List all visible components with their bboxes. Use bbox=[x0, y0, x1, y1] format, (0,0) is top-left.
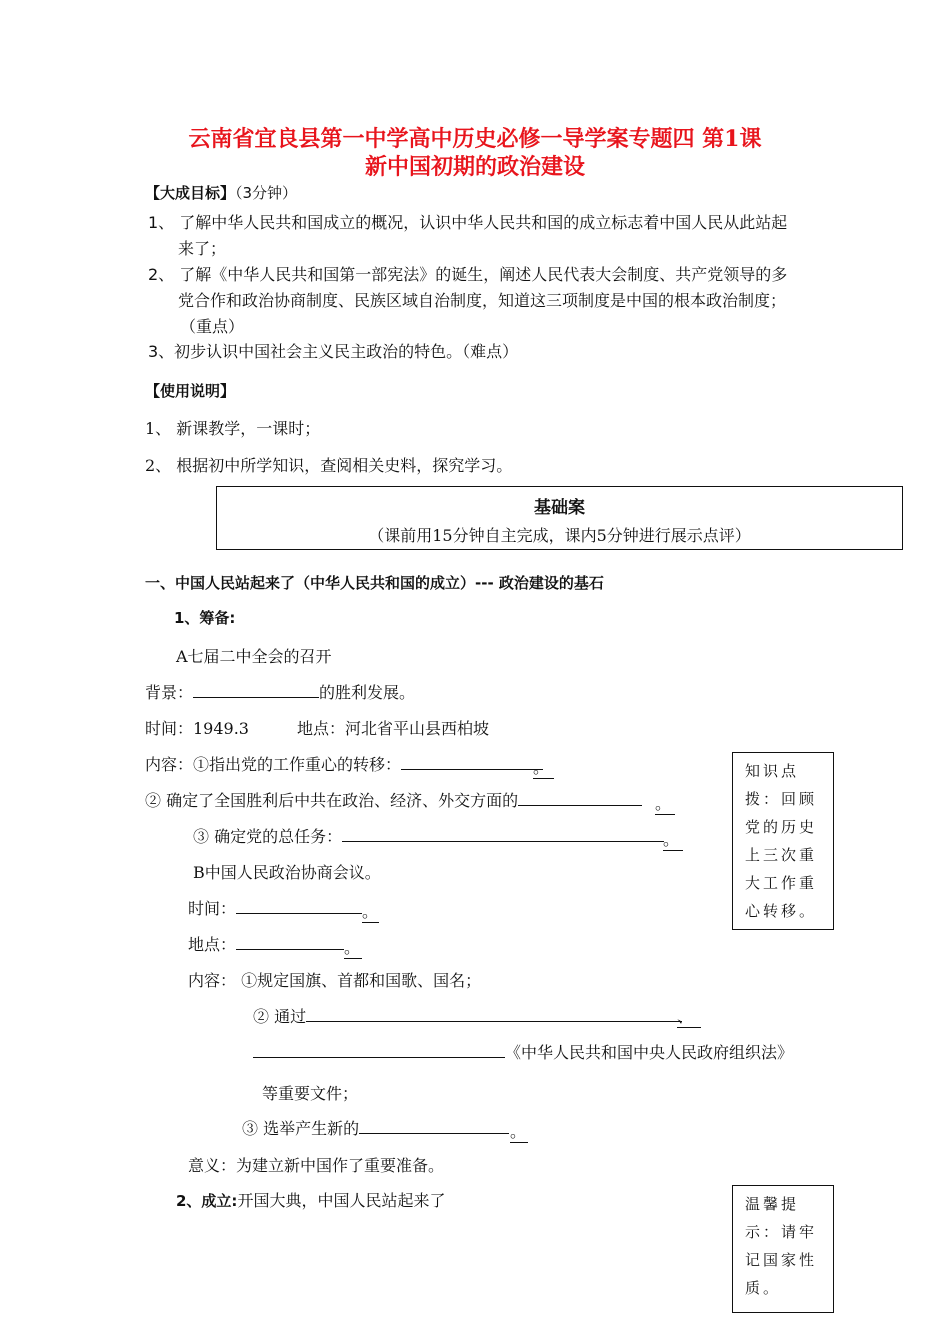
content1-period: 。 bbox=[533, 755, 554, 779]
b-elect-period: 。 bbox=[510, 1119, 528, 1143]
b-docs: 等重要文件； bbox=[262, 1084, 359, 1103]
content2-line bbox=[145, 788, 642, 811]
usage-item-2: 2、 根据初中所学知识，查阅相关史料，探究学习。 bbox=[145, 456, 513, 475]
content2-label: ② 确定了全国胜利后中共在政治、经济、外交方面的 bbox=[145, 791, 519, 810]
time-line: 时间：1949.3 bbox=[145, 719, 249, 738]
goal-line-1: 1、 了解中华人民共和国成立的概况，认识中华人民共和国的成立标志着中国人民从此站起 bbox=[148, 213, 788, 232]
b-time-label: 时间： bbox=[188, 899, 237, 918]
background-line bbox=[145, 680, 415, 703]
b-elect-blank[interactable] bbox=[359, 1117, 509, 1134]
content3-line bbox=[193, 824, 664, 847]
b-content: 内容： ①规定国旗、首都和国歌、国名； bbox=[188, 971, 482, 990]
page-title-line1: 云南省宜良县第一中学高中历史必修一导学案专题四 第1课 bbox=[188, 126, 762, 152]
goals-heading: 【大成目标】 bbox=[145, 184, 236, 202]
b-pass-end: 、 bbox=[677, 1004, 701, 1028]
content1-line bbox=[145, 752, 543, 775]
b-place-period: 。 bbox=[344, 935, 362, 959]
side-note-knowledge-text: 知识点拨：回顾党的历史上三次重大工作重心转移。 bbox=[745, 762, 818, 920]
b-pass-blank[interactable] bbox=[306, 1005, 682, 1022]
page-title-line2: 新中国初期的政治建设 bbox=[364, 154, 585, 180]
b-elect-line bbox=[242, 1116, 509, 1139]
b-elect-label: ③ 选举产生新的 bbox=[242, 1119, 360, 1138]
goals-time: （3分钟） bbox=[235, 184, 298, 202]
usage-heading: 【使用说明】 bbox=[145, 382, 236, 400]
b-time-period: 。 bbox=[362, 899, 379, 923]
goal-line-6: 3、初步认识中国社会主义民主政治的特色。（难点） bbox=[148, 342, 519, 361]
content1-blank[interactable] bbox=[401, 753, 543, 770]
founding-line bbox=[176, 1188, 445, 1211]
content3-label: ③ 确定党的总任务： bbox=[193, 827, 343, 846]
goal-line-4: 党合作和政治协商制度、民族区域自治制度，知道这三项制度是中国的根本政治制度； bbox=[178, 291, 787, 310]
content3-period: 。 bbox=[663, 827, 683, 851]
background-blank[interactable] bbox=[193, 681, 319, 698]
base-box bbox=[216, 486, 903, 550]
goals-header bbox=[145, 182, 297, 203]
founding-heading: 2、成立: bbox=[176, 1192, 238, 1210]
base-box-title: 基础案 bbox=[534, 498, 585, 518]
founding-text: 开国大典，中国人民站起来了 bbox=[237, 1191, 446, 1210]
b-place-blank[interactable] bbox=[236, 933, 344, 950]
meaning: 意义：为建立新中国作了重要准备。 bbox=[188, 1156, 445, 1175]
b-time-line bbox=[188, 896, 362, 919]
b-time-blank[interactable] bbox=[236, 897, 362, 914]
usage-item-1: 1、 新课教学，一课时； bbox=[145, 419, 321, 438]
side-note-reminder-text: 温馨提示：请牢记国家性质。 bbox=[745, 1195, 818, 1297]
b-pass-label: ② 通过 bbox=[253, 1007, 307, 1026]
place-line: 地点：河北省平山县西柏坡 bbox=[297, 719, 490, 738]
base-box-subtitle: （课前用15分钟自主完成，课内5分钟进行展示点评） bbox=[368, 526, 751, 545]
side-note-knowledge bbox=[732, 752, 834, 930]
b-law-blank[interactable] bbox=[253, 1041, 505, 1058]
goal-line-2: 来了； bbox=[178, 239, 227, 258]
content2-period: 。 bbox=[655, 791, 675, 815]
section1-heading: 一、中国人民站起来了（中华人民共和国的成立）--- 政治建设的基石 bbox=[145, 574, 604, 592]
b-law-label: 《中华人民共和国中央人民政府组织法》 bbox=[505, 1043, 794, 1062]
background-label: 背景： bbox=[145, 683, 194, 702]
content3-blank[interactable] bbox=[342, 825, 664, 842]
b-place-label: 地点： bbox=[188, 935, 237, 954]
b-pass-line bbox=[253, 1004, 682, 1027]
side-note-reminder bbox=[732, 1185, 834, 1313]
b-law-line bbox=[253, 1040, 793, 1063]
a-title: A七届二中全会的召开 bbox=[176, 647, 332, 666]
content2-blank[interactable] bbox=[518, 789, 642, 806]
content1-label: 内容：①指出党的工作重心的转移： bbox=[145, 755, 402, 774]
prep-heading: 1、筹备: bbox=[174, 609, 236, 627]
b-place-line bbox=[188, 932, 344, 955]
b-title: B中国人民政治协商会议。 bbox=[193, 863, 381, 882]
goal-line-5: （重点） bbox=[180, 317, 245, 336]
background-suffix: 的胜利发展。 bbox=[319, 683, 416, 702]
goal-line-3: 2、 了解《中华人民共和国第一部宪法》的诞生，阐述人民代表大会制度、共产党领导的多 bbox=[148, 265, 788, 284]
